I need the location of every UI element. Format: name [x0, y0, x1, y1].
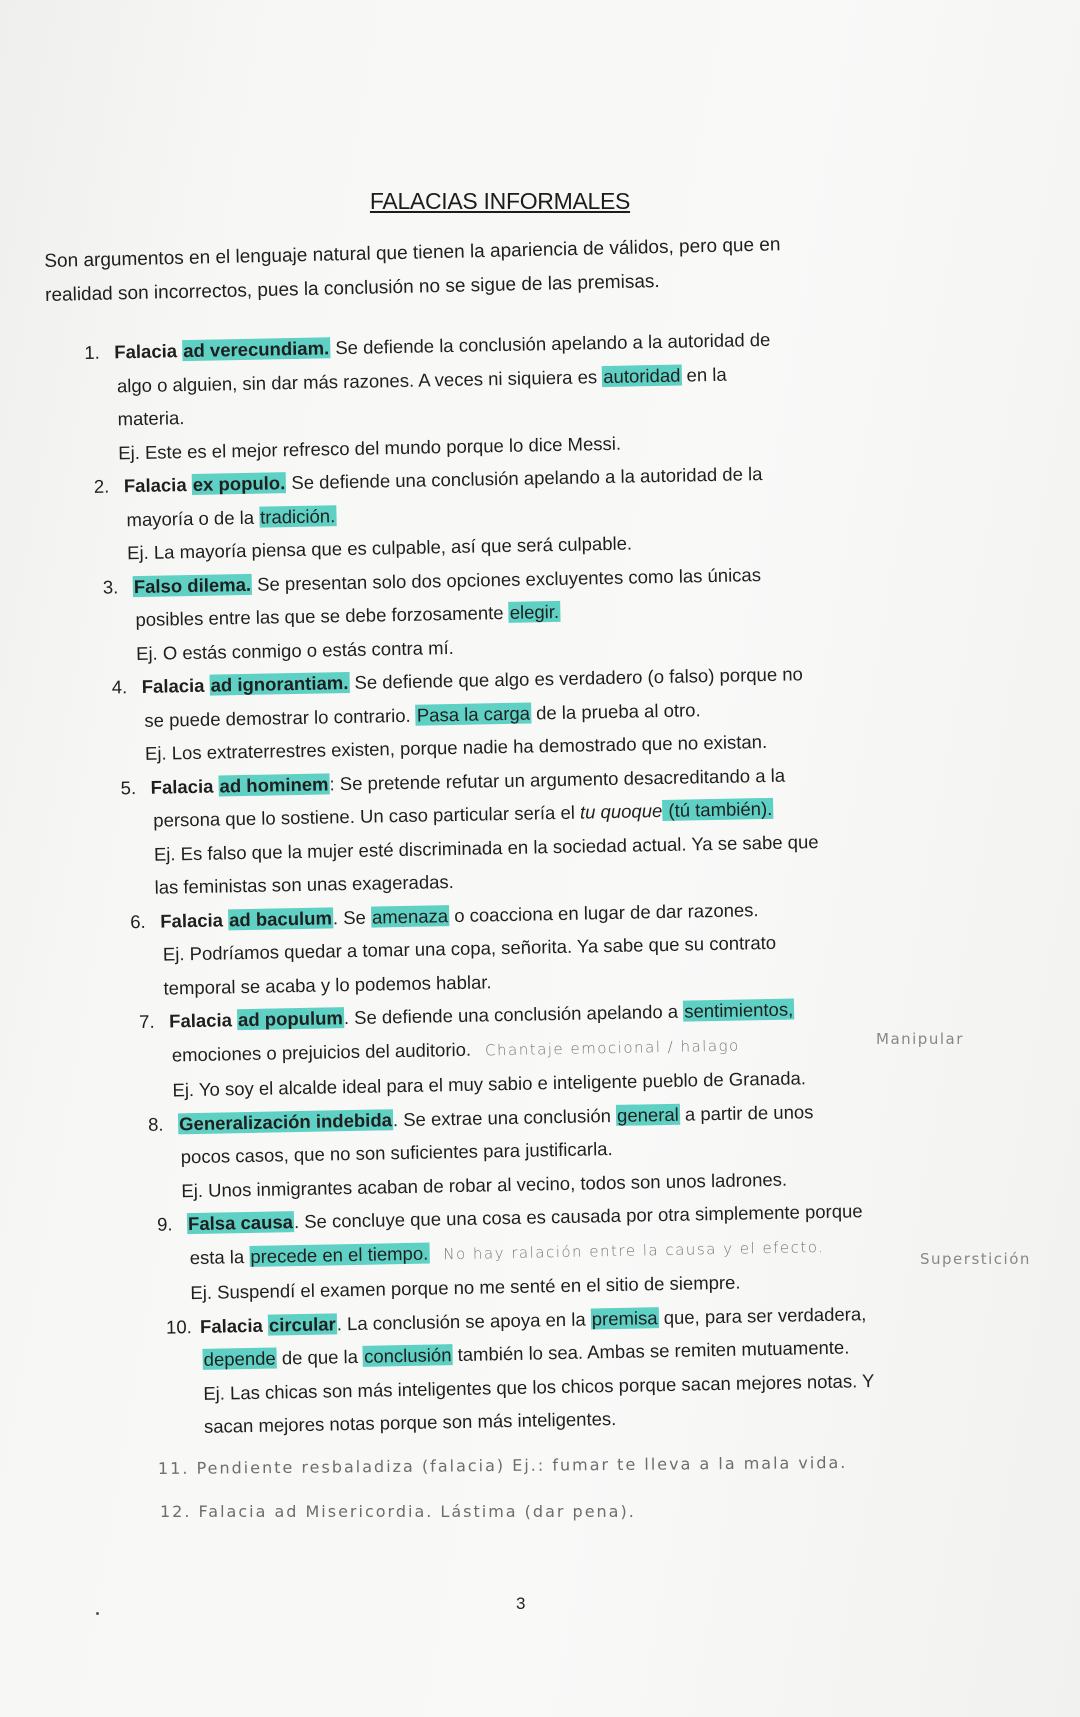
intro-paragraph: [44, 225, 945, 313]
text-segment: Falacia: [160, 908, 229, 932]
text-segment: . Se: [332, 906, 372, 928]
text-segment: sacan mejores notas porque son más inteligentes.: [203, 1407, 617, 1437]
text-segment: Ej. O estás conmigo o estás contra mí.: [135, 636, 454, 664]
text-segment: . La conclusión se apoya en la: [336, 1307, 591, 1334]
text-segment: Ej. Podríamos quedar a tomar una copa, señorita. Ya sabe que su contrato: [162, 931, 777, 965]
text-segment: Ej. Las chicas son más inteligentes que los chicos porque sacan mejores notas. Y: [203, 1369, 875, 1404]
item-number: 9.: [156, 1213, 173, 1235]
fallacy-item: [120, 753, 1054, 905]
highlighted-text: Generalización indebida: [178, 1108, 393, 1134]
page-title: FALACIAS INFORMALES: [369, 188, 631, 214]
highlighted-text: ad verecundiam.: [182, 337, 330, 362]
highlighted-text: (tú también).: [663, 797, 773, 821]
highlighted-text: ad baculum: [228, 906, 333, 930]
text-segment: de la prueba al otro.: [530, 698, 701, 723]
intro-line: realidad son incorrectos, pues la conclusión no se sigue de las premisas.: [44, 271, 660, 306]
text-segment: Falacia: [123, 473, 192, 497]
text-segment: pocos casos, que no son suficientes para justificarla.: [180, 1138, 613, 1168]
text-segment: Falacia: [168, 1009, 238, 1032]
text-segment: Ej. Yo soy el alcalde ideal para el muy sabio e inteligente pueblo de Granada.: [172, 1067, 807, 1101]
item-number: 4.: [111, 676, 128, 698]
intro-line: Son argumentos en el lenguaje natural que tienen la apariencia de válidos, pero que en: [44, 234, 781, 272]
highlighted-text: Pasa la carga: [416, 702, 531, 726]
text-segment: Falacia: [141, 674, 210, 697]
fallacy-list: [84, 318, 1065, 1446]
text-segment: . Se concluye que una cosa es causada por otra simplemente porque: [293, 1200, 863, 1233]
margin-note-manipular: Manipular: [876, 1030, 964, 1048]
highlighted-text: Falsa causa: [187, 1211, 294, 1235]
highlighted-text: circular: [268, 1312, 336, 1336]
item-number: 8.: [147, 1113, 164, 1135]
text-segment: se puede demostrar lo contrario.: [144, 704, 417, 731]
item-number: 3.: [102, 575, 119, 598]
text-segment: también lo sea. Ambas se remiten mutuamente.: [452, 1336, 850, 1366]
text-segment: algo o alguien, sin dar más razones. A veces ni siquiera es: [116, 365, 603, 396]
text-segment: o coacciona en lugar de dar razones.: [448, 898, 759, 926]
text-segment: mayoría o de la: [126, 506, 260, 530]
text-segment: a partir de unos: [679, 1100, 814, 1125]
highlighted-text: premisa: [591, 1306, 658, 1329]
item-number: 6.: [130, 910, 146, 932]
highlighted-text: ad hominem: [219, 772, 329, 796]
highlighted-text: sentimientos,: [684, 998, 794, 1022]
item-number: 10.: [165, 1315, 192, 1338]
highlighted-text: precede en el tiempo.: [250, 1242, 429, 1267]
text-segment: Se presentan solo dos opciones excluyentes como las únicas: [251, 563, 762, 595]
margin-note-supersticion: Superstición: [920, 1250, 1031, 1268]
text-segment: temporal se acaba y lo podemos hablar.: [163, 970, 492, 999]
text-segment: Se defiende que algo es verdadero (o falso) porque no: [349, 663, 804, 693]
text-segment: Se defiende la conclusión apelando a la autoridad de: [329, 328, 771, 359]
fallacy-item: [130, 887, 1057, 1005]
text-segment: materia.: [117, 407, 185, 430]
text-segment: las feministas son unas exageradas.: [154, 871, 455, 898]
speck: [96, 1612, 99, 1615]
handwritten-item-11: 11. Pendiente resbaladiza (falacia) Ej.: fumar te lleva a la mala vida.: [157, 1452, 848, 1479]
fallacy-item: [148, 1090, 1061, 1208]
highlighted-text: general: [616, 1103, 679, 1126]
text-segment: : Se pretende refutar un argumento desacreditando a la: [329, 764, 786, 794]
highlighted-text: amenaza: [371, 904, 449, 928]
text-segment: . Se extrae una conclusión: [392, 1104, 617, 1130]
item-number: 1.: [84, 341, 100, 363]
text-segment: que, para ser verdadera,: [658, 1302, 867, 1328]
text-segment: emociones o prejuicios del auditorio.: [171, 1038, 472, 1065]
text-segment: Ej. Este es el mejor refresco del mundo porque lo dice Messi.: [118, 432, 622, 463]
item-number: 2.: [93, 475, 110, 497]
highlighted-text: conclusión: [363, 1344, 452, 1367]
text-segment: Falacia: [199, 1314, 269, 1337]
text-segment: en la: [681, 363, 727, 386]
highlighted-text: depende: [203, 1347, 276, 1370]
highlighted-text: tradición.: [259, 504, 336, 528]
text-segment: Ej. Es falso que la mujer esté discriminada en la sociedad actual. Ya se sabe que: [153, 830, 819, 865]
fallacy-item: [102, 552, 1050, 671]
item-number: 5.: [120, 776, 137, 798]
highlighted-text: autoridad: [603, 364, 681, 387]
text-segment: tu quoque: [579, 799, 663, 823]
highlighted-text: elegir.: [509, 600, 560, 623]
text-segment: Ej. La mayoría piensa que es culpable, así que será culpable.: [126, 532, 633, 564]
highlighted-text: ad ignorantiam.: [210, 671, 349, 696]
fallacy-item: [166, 1293, 1065, 1444]
item-number: 7.: [138, 1010, 155, 1033]
handwritten-item-12: 12. Falacia ad Misericordia. Lástima (dar pena).: [160, 1502, 636, 1521]
handwritten-annotation: Chantaje emocional / halago: [484, 1036, 740, 1059]
highlighted-text: ad populum: [237, 1007, 344, 1031]
fallacy-item: [84, 318, 1046, 470]
text-segment: persona que lo sostiene. Un caso particular sería el: [153, 801, 581, 831]
text-segment: Se defiende una conclusión apelando a la autoridad de la: [286, 463, 763, 494]
text-segment: Ej. Los extraterrestres existen, porque nadie ha demostrado que no existan.: [144, 730, 768, 764]
highlighted-text: ex populo.: [192, 472, 286, 495]
text-segment: . Se defiende una conclusión apelando a: [343, 1000, 684, 1029]
text-segment: de que la: [276, 1345, 364, 1369]
handwritten-annotation: No hay ralación entre la causa y el efecto.: [443, 1237, 825, 1263]
text-segment: Falacia: [150, 775, 219, 798]
highlighted-text: Falso dilema.: [133, 573, 252, 597]
fallacy-item: [111, 653, 1052, 772]
page-number: 3: [516, 1594, 526, 1613]
text-segment: esta la: [189, 1245, 250, 1268]
fallacy-item: [94, 452, 1049, 571]
text-segment: Falacia: [114, 340, 183, 363]
text-segment: Ej. Suspendí el examen porque no me senté en el sitio de siempre.: [190, 1271, 741, 1304]
text-segment: posibles entre las que se debe forzosamente: [135, 601, 509, 631]
text-segment: Ej. Unos inmigrantes acaban de robar al vecino, todos son unos ladrones.: [181, 1168, 788, 1201]
